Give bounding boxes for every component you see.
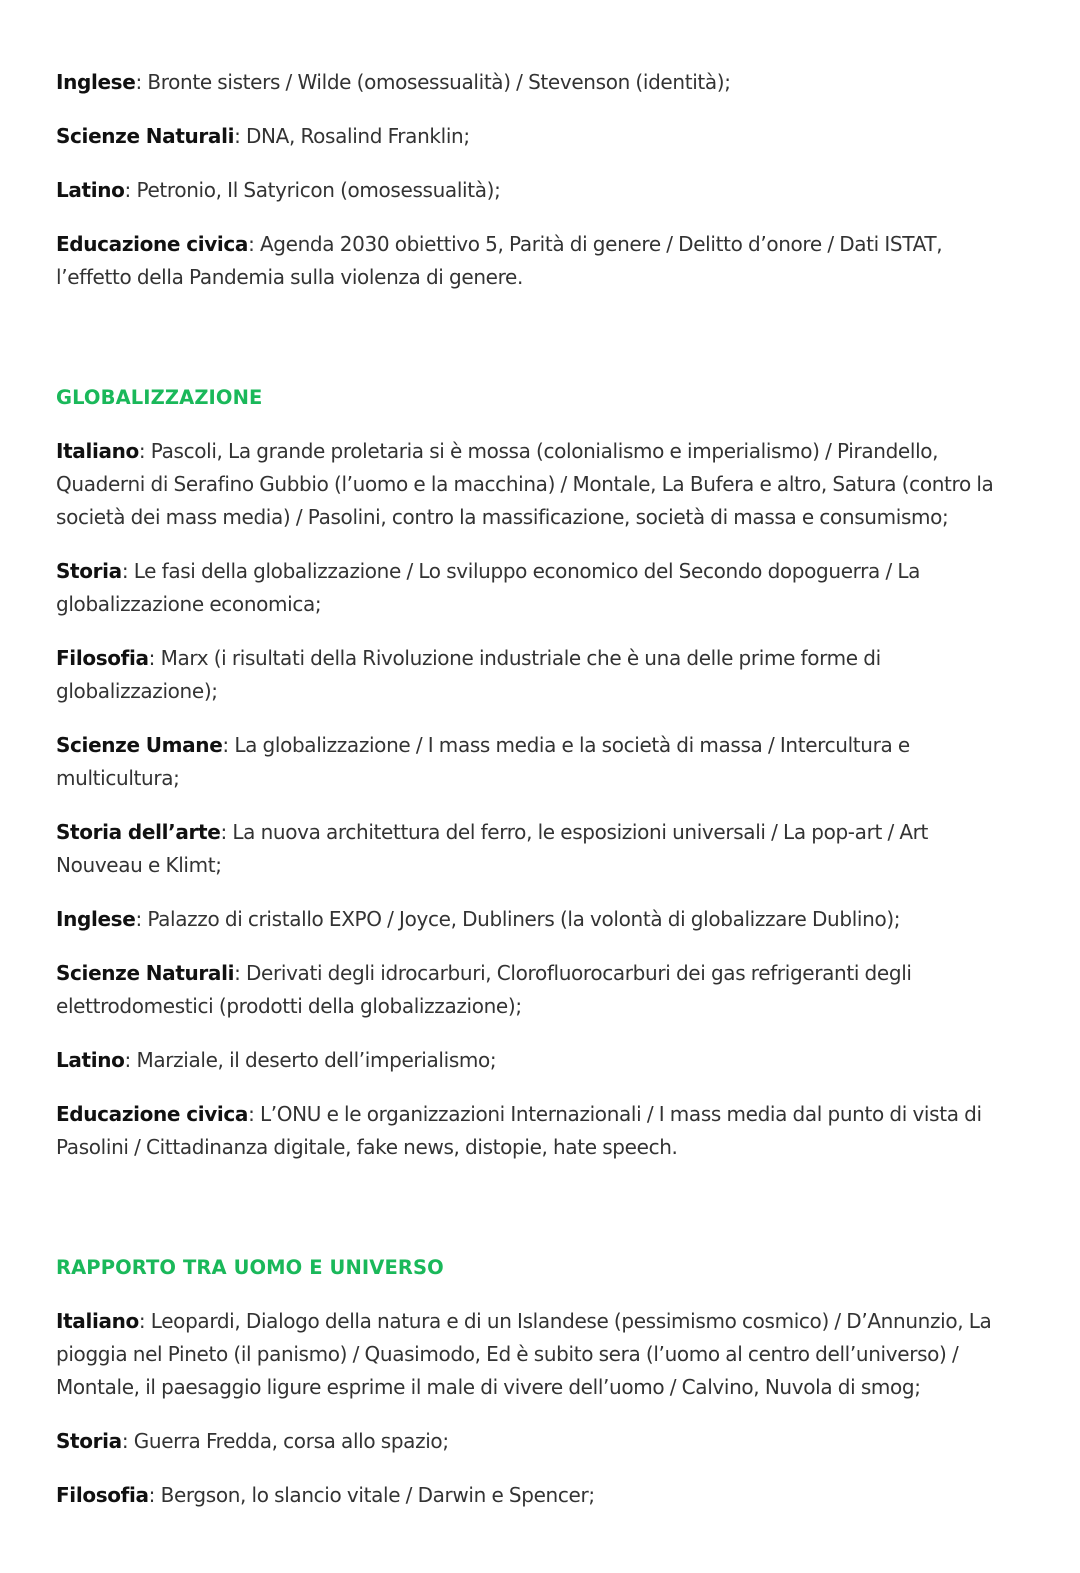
subject-label: Storia dell’arte xyxy=(56,820,221,844)
entry-storia xyxy=(56,1425,1020,1458)
entry-educazione-civica-top xyxy=(56,228,1020,294)
entry-latino xyxy=(56,1044,1020,1077)
subject-label: Italiano xyxy=(56,439,139,463)
entry-educazione-civica xyxy=(56,1098,1020,1164)
subject-label: Scienze Naturali xyxy=(56,961,235,985)
entry-text: : Marx (i risultati della Rivoluzione industriale che è una delle prime forme di globalizzazione); xyxy=(56,646,881,703)
entry-scienze-naturali xyxy=(56,957,1020,1023)
subject-label: Italiano xyxy=(56,1309,139,1333)
entry-storia xyxy=(56,555,1020,621)
entry-text: : Le fasi della globalizzazione / Lo sviluppo economico del Secondo dopoguerra / La globalizzazione economica; xyxy=(56,559,921,616)
entry-italiano xyxy=(56,435,1020,534)
entry-text: : Guerra Fredda, corsa allo spazio; xyxy=(121,1429,449,1453)
entry-storia-dell-arte xyxy=(56,816,1020,882)
entry-latino-top xyxy=(56,174,1020,207)
subject-label: Inglese xyxy=(56,70,136,94)
subject-label: Latino xyxy=(56,1048,125,1072)
entry-text: : La nuova architettura del ferro, le esposizioni universali / La pop-art / Art Nouveau e Klimt; xyxy=(56,820,929,877)
subject-label: Educazione civica xyxy=(56,232,249,256)
subject-label: Scienze Umane xyxy=(56,733,223,757)
entry-scienze-naturali-top xyxy=(56,120,1020,153)
subject-label: Storia xyxy=(56,559,122,583)
section-spacer xyxy=(56,315,1020,381)
subject-label: Scienze Naturali xyxy=(56,124,235,148)
entry-inglese xyxy=(56,903,1020,936)
subject-label: Storia xyxy=(56,1429,122,1453)
entry-text: : L’ONU e le organizzazioni Internazionali / I mass media dal punto di vista di Pasolini / Cittadinanza digitale, fake news, distopie, hate speech. xyxy=(56,1102,982,1159)
subject-label: Filosofia xyxy=(56,1483,149,1507)
entry-inglese-top xyxy=(56,66,1020,99)
subject-label: Latino xyxy=(56,178,125,202)
entry-filosofia xyxy=(56,642,1020,708)
subject-label: Filosofia xyxy=(56,646,149,670)
entry-text: : Derivati degli idrocarburi, Clorofluorocarburi dei gas refrigeranti degli elettrodomestici (prodotti della globalizzazione); xyxy=(56,961,912,1018)
subject-label: Educazione civica xyxy=(56,1102,249,1126)
section-spacer xyxy=(56,1185,1020,1251)
section-heading-rapporto-uomo-universo: RAPPORTO TRA UOMO E UNIVERSO xyxy=(56,1256,444,1279)
entry-italiano xyxy=(56,1305,1020,1404)
section-heading-globalizzazione: GLOBALIZZAZIONE xyxy=(56,386,263,409)
entry-text: : Agenda 2030 obiettivo 5, Parità di genere / Delitto d’onore / Dati ISTAT, l’effetto della Pandemia sulla violenza di genere. xyxy=(56,232,943,289)
entry-text: : Marziale, il deserto dell’imperialismo; xyxy=(124,1048,497,1072)
entry-scienze-umane xyxy=(56,729,1020,795)
entry-text: : Leopardi, Dialogo della natura e di un Islandese (pessimismo cosmico) / D’Annunzio, La pioggia nel Pineto (il panismo) / Quasimodo, Ed è subito sera (l’uomo al centro dell’universo) / Montale, il paesaggio ligure esprime il male di vivere dell’uomo / Calvino, Nuvola di smog; xyxy=(56,1309,992,1399)
entry-text: : DNA, Rosalind Franklin; xyxy=(234,124,470,148)
entry-text: : Petronio, Il Satyricon (omosessualità); xyxy=(124,178,501,202)
entry-text: : Palazzo di cristallo EXPO / Joyce, Dubliners (la volontà di globalizzare Dublino); xyxy=(135,907,901,931)
entry-text: : Bronte sisters / Wilde (omosessualità) / Stevenson (identità); xyxy=(135,70,731,94)
entry-text: : La globalizzazione / I mass media e la società di massa / Intercultura e multicultura; xyxy=(56,733,910,790)
entry-filosofia xyxy=(56,1479,1020,1512)
entry-text: : Bergson, lo slancio vitale / Darwin e Spencer; xyxy=(148,1483,595,1507)
subject-label: Inglese xyxy=(56,907,136,931)
entry-text: : Pascoli, La grande proletaria si è mossa (colonialismo e imperialismo) / Pirandello, Quaderni di Serafino Gubbio (l’uomo e la macchina) / Montale, La Bufera e altro, Satura (contro la società dei mass media) / Pasolini, contro la massificazione, società di massa e consumismo; xyxy=(56,439,994,529)
